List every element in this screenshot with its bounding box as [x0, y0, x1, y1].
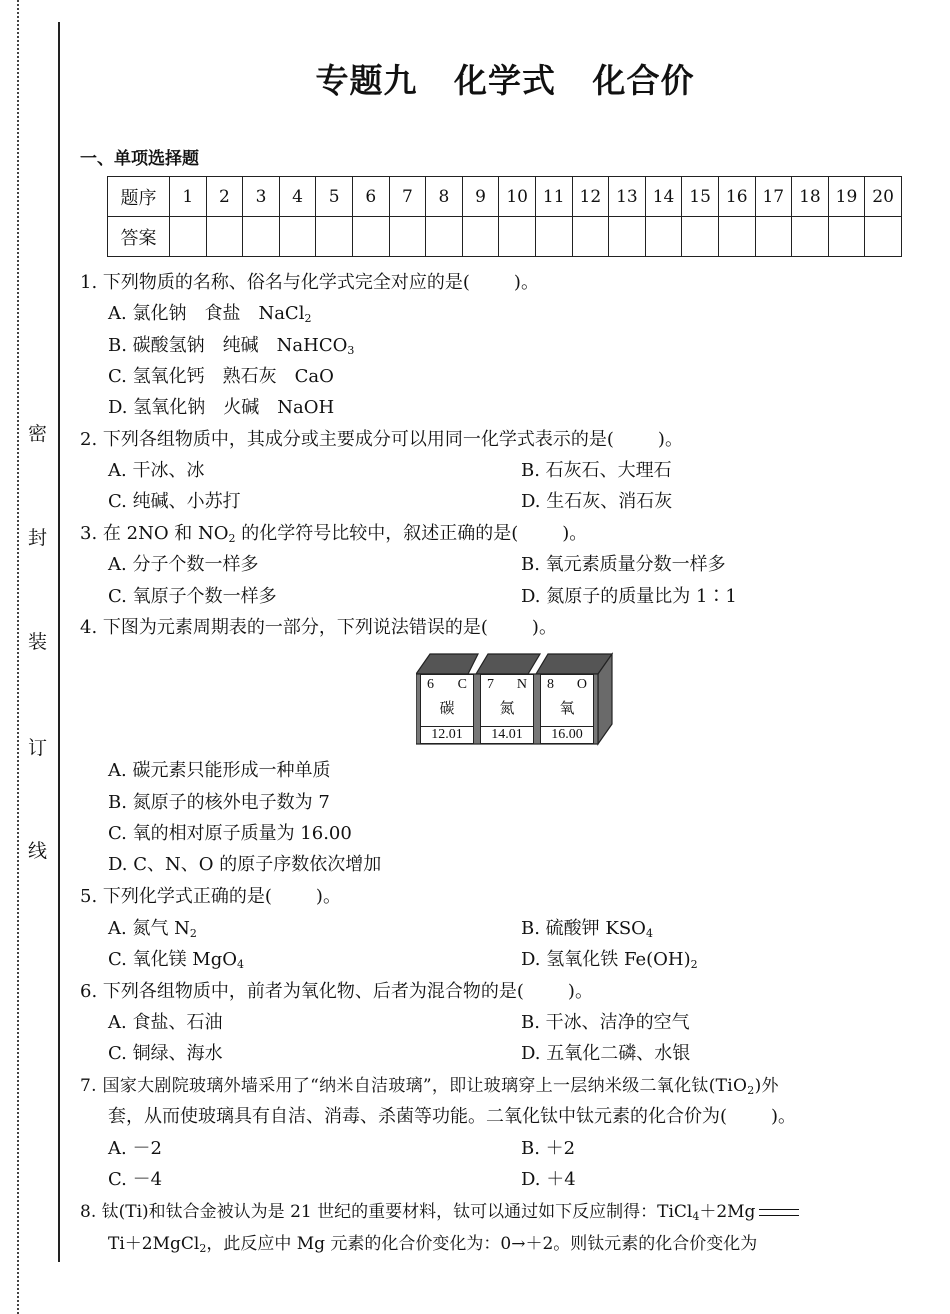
seal-char-3: 装	[28, 631, 48, 653]
equals-sign-icon	[759, 1209, 799, 1216]
answer-row	[108, 217, 902, 257]
element-tile-carbon: 6 C 碳 12.01	[420, 674, 474, 744]
row-head-number: 题序	[108, 177, 170, 217]
question-number-cell: 5	[316, 177, 353, 217]
answer-cell[interactable]	[535, 217, 572, 257]
q3-option-b: B. 氧元素质量分数一样多	[521, 554, 726, 575]
question-number-cell: 11	[535, 177, 572, 217]
answer-cell[interactable]	[645, 217, 682, 257]
q4-option-b: B. 氮原子的核外电子数为 7	[108, 792, 330, 813]
answer-cell[interactable]	[609, 217, 646, 257]
question-number-cell: 14	[645, 177, 682, 217]
seal-char-1: 密	[28, 423, 48, 445]
answer-cell[interactable]	[206, 217, 243, 257]
q2-option-b: B. 石灰石、大理石	[521, 460, 672, 481]
question-number-cell: 12	[572, 177, 609, 217]
q5-option-b: B. 硫酸钾 $KSO_4$	[521, 918, 653, 940]
question-number-cell: 18	[792, 177, 829, 217]
question-number-cell: 9	[462, 177, 499, 217]
question-number-cell: 2	[206, 177, 243, 217]
row-head-answer: 答案	[108, 217, 170, 257]
q6-option-d: D. 五氧化二磷、水银	[521, 1043, 691, 1064]
answer-cell[interactable]	[389, 217, 426, 257]
answer-cell[interactable]	[426, 217, 463, 257]
question-number-cell: 3	[243, 177, 280, 217]
answer-cell[interactable]	[755, 217, 792, 257]
answer-cell[interactable]	[170, 217, 207, 257]
question-number-cell: 4	[279, 177, 316, 217]
question-number-cell: 13	[609, 177, 646, 217]
question-number-row	[108, 177, 902, 217]
answer-cell[interactable]	[828, 217, 865, 257]
answer-cell[interactable]	[316, 217, 353, 257]
title-part: 专题九	[315, 61, 418, 100]
q1-option-a: A. 氯化钠 食盐 NaCl$_2$	[108, 303, 312, 325]
q1-option-c: C. 氢氧化钙 熟石灰 CaO	[108, 366, 334, 387]
periodic-table-fragment	[416, 652, 616, 747]
q4-option-d: D. C、N、O 的原子序数依次增加	[108, 854, 382, 875]
q1-option-d: D. 氢氧化钠 火碱 NaOH	[108, 397, 335, 418]
question-number-cell: 20	[865, 177, 902, 217]
q6-option-c: C. 铜绿、海水	[108, 1043, 223, 1064]
answer-cell[interactable]	[682, 217, 719, 257]
q3-option-a: A. 分子个数一样多	[108, 554, 259, 575]
q2-option-d: D. 生石灰、消石灰	[521, 491, 673, 512]
answer-cell[interactable]	[243, 217, 280, 257]
q1-option-b: B. 碳酸氢钠 纯碱 NaHCO$_3$	[108, 335, 355, 357]
question-2: 2. 下列各组物质中，其成分或主要成分可以用同一化学式表示的是( )。	[80, 429, 683, 450]
question-number-cell: 1	[170, 177, 207, 217]
question-number-cell: 17	[755, 177, 792, 217]
title-part: 化学式	[454, 61, 556, 100]
question-number-cell: 7	[389, 177, 426, 217]
answer-cell[interactable]	[352, 217, 389, 257]
q6-option-a: A. 食盐、石油	[108, 1012, 223, 1033]
answer-cell[interactable]	[462, 217, 499, 257]
q7-option-b: B. ＋2	[521, 1138, 576, 1159]
answer-cell[interactable]	[865, 217, 902, 257]
q3-option-d: D. 氮原子的质量比为 1∶1	[521, 586, 737, 607]
question-4: 4. 下图为元素周期表的一部分，下列说法错误的是( )。	[80, 617, 557, 638]
question-number-cell: 16	[718, 177, 755, 217]
question-7-line-1: 7. 国家大剧院玻璃外墙采用了“纳米自洁玻璃”，即让玻璃穿上一层纳米级二氧化钛(TiO$_2$)外	[80, 1076, 779, 1097]
margin-rule	[58, 22, 60, 1262]
q5-option-c: C. 氧化镁 MgO$_4$	[108, 949, 245, 971]
section-heading: 一、单项选择题	[80, 149, 199, 169]
question-8-line-2: Ti＋2MgCl$_2$，此反应中 Mg 元素的化合价变化为：0→＋2。则钛元素的化合价变化为	[108, 1234, 758, 1255]
question-number-cell: 8	[426, 177, 463, 217]
title-part: 化合价	[592, 61, 695, 100]
question-1: 1. 下列物质的名称、俗名与化学式完全对应的是( )。	[80, 272, 539, 293]
q7-option-c: C. －4	[108, 1169, 163, 1190]
q5-option-a: A. 氮气 $N_2$	[108, 918, 197, 940]
page-title	[0, 55, 950, 102]
q4-option-c: C. 氧的相对原子质量为 16.00	[108, 823, 352, 844]
question-5: 5. 下列化学式正确的是( )。	[80, 886, 341, 907]
answer-cell[interactable]	[279, 217, 316, 257]
q4-option-a: A. 碳元素只能形成一种单质	[108, 760, 331, 781]
question-3: 3. 在 2NO 和 $NO_2$ 的化学符号比较中，叙述正确的是( )。	[80, 523, 588, 545]
answer-cell[interactable]	[572, 217, 609, 257]
element-tile-nitrogen: 7 N 氮 14.01	[480, 674, 534, 744]
q3-option-c: C. 氧原子个数一样多	[108, 586, 277, 607]
binding-dotted-line	[17, 0, 19, 1314]
question-number-cell: 15	[682, 177, 719, 217]
q7-option-a: A. －2	[108, 1138, 162, 1159]
q6-option-b: B. 干冰、洁净的空气	[521, 1012, 690, 1033]
q5-option-d: D. 氢氧化铁 $Fe(OH)_2$	[521, 949, 698, 971]
seal-char-2: 封	[28, 527, 48, 549]
question-number-cell: 19	[828, 177, 865, 217]
q7-option-d: D. ＋4	[521, 1169, 576, 1190]
answer-cell[interactable]	[718, 217, 755, 257]
q2-option-a: A. 干冰、冰	[108, 460, 205, 481]
seal-char-4: 订	[28, 737, 48, 759]
seal-char-5: 线	[28, 840, 48, 862]
element-tile-oxygen: 8 O 氧 16.00	[540, 674, 594, 744]
question-number-cell: 6	[352, 177, 389, 217]
question-8-line-1: 8. 钛(Ti)和钛合金被认为是 21 世纪的重要材料，钛可以通过如下反应制得：TiCl$_4$＋2Mg	[80, 1200, 799, 1229]
q2-option-c: C. 纯碱、小苏打	[108, 491, 241, 512]
question-number-cell: 10	[499, 177, 536, 217]
question-7-line-2: 套，从而使玻璃具有自洁、消毒、杀菌等功能。二氧化钛中钛元素的化合价为( )。	[108, 1106, 797, 1127]
answer-table	[107, 176, 902, 257]
answer-cell[interactable]	[792, 217, 829, 257]
answer-cell[interactable]	[499, 217, 536, 257]
question-6: 6. 下列各组物质中，前者为氧化物、后者为混合物的是( )。	[80, 981, 593, 1002]
